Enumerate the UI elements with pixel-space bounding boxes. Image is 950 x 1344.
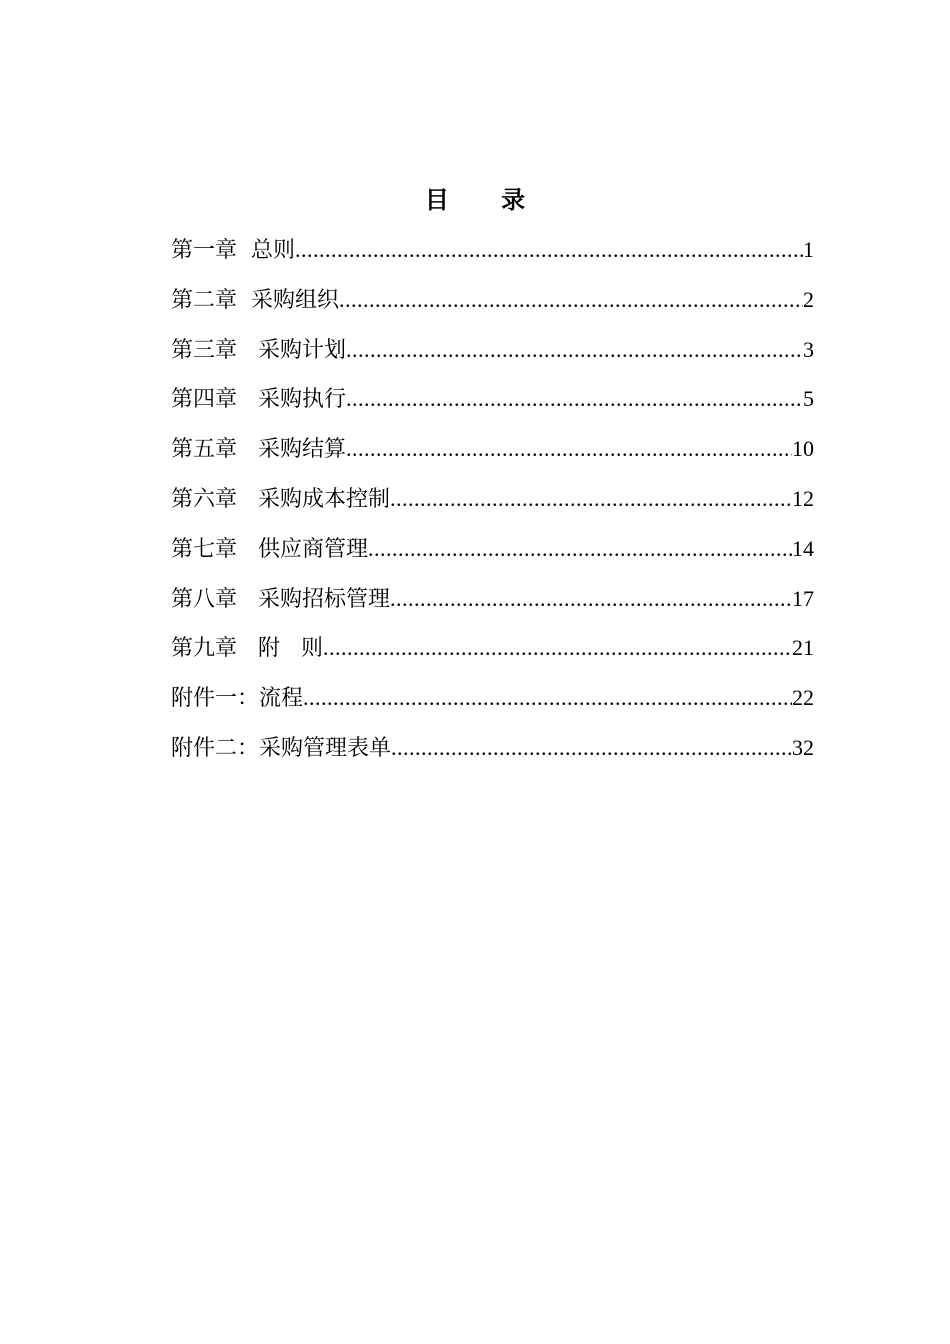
toc-entry-chapter-1[interactable] xyxy=(171,228,814,278)
toc-entry-label: 第一章 总则 xyxy=(171,238,295,263)
toc-entry-chapter-5[interactable] xyxy=(171,427,814,477)
toc-entry-label: 第五章 采购结算 xyxy=(171,437,346,463)
toc-entry-page: 5 xyxy=(803,386,814,412)
toc-entry-chapter-2[interactable] xyxy=(171,278,814,328)
toc-entry-label: 第九章 附 则 xyxy=(171,636,323,662)
toc-dot-leader xyxy=(346,427,792,471)
toc-entry-page: 14 xyxy=(792,535,814,561)
toc-entry-page: 10 xyxy=(792,436,814,462)
toc-entry-appendix-1[interactable] xyxy=(171,676,814,726)
toc-dot-leader xyxy=(368,527,792,571)
toc-entry-page: 21 xyxy=(792,635,814,661)
toc-dot-leader xyxy=(390,477,792,521)
toc-entry-chapter-6[interactable] xyxy=(171,477,814,527)
toc-dot-leader xyxy=(346,328,803,372)
toc-entry-page: 32 xyxy=(792,734,814,760)
toc-entry-label: 附件一：流程 xyxy=(171,686,304,712)
toc-entry-chapter-8[interactable] xyxy=(171,577,814,627)
toc-entry-page: 17 xyxy=(792,585,814,611)
toc-dot-leader xyxy=(390,577,792,621)
toc-entry-label: 第四章 采购执行 xyxy=(171,387,346,413)
toc-dot-leader xyxy=(391,726,792,770)
toc-entry-chapter-4[interactable] xyxy=(171,377,814,427)
toc-entry-page: 1 xyxy=(803,237,814,262)
toc-entry-label: 附件二：采购管理表单 xyxy=(171,735,392,761)
toc-entry-appendix-2[interactable] xyxy=(171,726,814,776)
toc-entry-label: 第三章 采购计划 xyxy=(171,337,346,363)
toc-entry-label: 第七章 供应商管理 xyxy=(171,536,368,562)
toc-entry-page: 3 xyxy=(803,336,814,362)
toc-entry-chapter-3[interactable] xyxy=(171,328,814,378)
toc-dot-leader xyxy=(295,228,803,272)
toc-entry-chapter-9[interactable] xyxy=(171,626,814,676)
toc-entry-label: 第二章 采购组织 xyxy=(171,287,339,313)
toc-dot-leader xyxy=(339,278,803,322)
toc-entry-label: 第六章 采购成本控制 xyxy=(171,486,390,512)
toc-dot-leader xyxy=(323,626,792,670)
toc-dot-leader xyxy=(303,676,792,720)
toc-entry-page: 2 xyxy=(803,286,814,312)
toc-entry-label: 第八章 采购招标管理 xyxy=(171,586,390,612)
toc-list xyxy=(171,228,814,776)
toc-dot-leader xyxy=(346,377,803,421)
toc-title: 目 录 xyxy=(424,186,548,214)
toc-entry-chapter-7[interactable] xyxy=(171,527,814,577)
toc-entry-page: 22 xyxy=(792,685,814,711)
toc-entry-page: 12 xyxy=(792,485,814,511)
